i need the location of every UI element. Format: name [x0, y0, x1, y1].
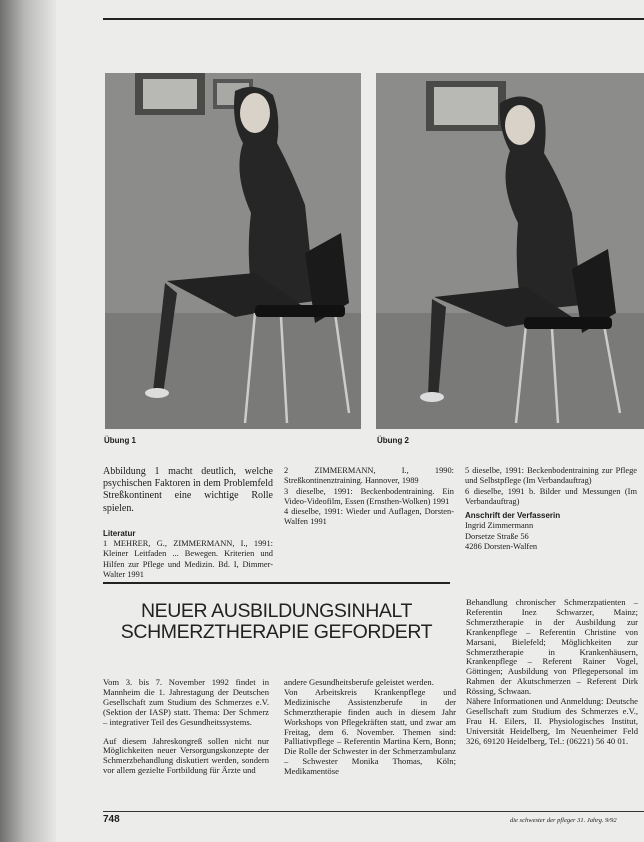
paragraph: Nähere Informationen und Anmeldung: Deutsche Gesellschaft zum Studium des Schmerzes e.V., Frau H. Eilers, II. Physiologisches Institut, Universität Heidelberg, Im Neuenheimer Feld 326, 69120 Heidelberg, Tel.: (06221) 56 40 01.: [466, 696, 638, 746]
top-rule: [103, 18, 644, 20]
paragraph: Behandlung chronischer Schmerzpatienten – Referentin Inez Schwarzer, Mainz; Schmerztherapie in der Ausbildung zur Krankenpflege – Referentin Christine von Marsani, Bielefeld; Möglichkeiten zur Schmerztherapie in Krankenhäusern, Krankenpflege – Referent Rainer Vogel, Göttingen; Ausbildung von Pflegepersonal im Rahmen der Akutschmerzen – Referent Dirk Rössing, Schwaan.: [466, 597, 638, 697]
article1-intro: Abbildung 1 macht deutlich, welche psychischen Faktoren in dem Problemfeld Streßkontinent eine wichtige Rolle spielen.: [103, 466, 273, 514]
paragraph: Vom 3. bis 7. November 1992 findet in Mannheim die 1. Jahrestagung der Deutschen Gesellschaft zum Studium des Schmerzes e.V. (Sektion der IASP) statt. Thema: Der Schmerz – integrativer Teil des Gesundheitssystems.: [103, 677, 269, 727]
exercise-photo-1: [105, 73, 361, 429]
headline-line-1: NEUER AUSBILDUNGSINHALT: [140, 600, 413, 622]
article1-column-3: [465, 466, 637, 552]
reference-item: 6 dieselbe, 1991 b. Bilder und Messungen (Im Verbandauftrag): [465, 486, 637, 506]
paragraph: Auf diesem Jahreskongreß sollen nicht nur Möglichkeiten neuer Versorgungskonzepte der Schmerzbehandlung diskutiert werden, sondern vor allem gezielte Fortbildung für Ärzte und: [103, 735, 269, 776]
reference-item: 1 MEHRER, G., ZIMMERMANN, I., 1991: Kleiner Leitfaden ... Bewegen. Kriterien und Hilfen zur Pflege und Medizin. Bd. I, Dimmer-Walter 1991: [103, 539, 273, 579]
author-street: Dorsetze Straße 56: [465, 531, 529, 541]
photo-2-caption: Übung 2: [377, 436, 409, 445]
page-number: 748: [103, 814, 120, 825]
reference-item: 2 ZIMMERMANN, I., 1990: Streßkontinenztraining. Hannover, 1989: [284, 466, 454, 486]
journal-reference: die schwester der pfleger 31. Jahrg. 9/92: [510, 817, 617, 824]
reference-item: 5 dieselbe, 1991: Beckenbodentraining zur Pflege und Selbstpflege (Im Verbandauftrag): [465, 466, 637, 486]
footer-rule: [103, 811, 644, 812]
article2-column-2: [284, 678, 456, 786]
article-divider: [103, 582, 450, 584]
reference-item: 3 dieselbe, 1991: Beckenbodentraining. Ein Video-Videofilm, Essen (Ernsthen-Wolken) 1991: [284, 486, 454, 506]
scan-edge-shadow: [0, 0, 56, 842]
article2-headline: [103, 601, 450, 643]
reference-item: 4 dieselbe, 1991: Wieder und Auflagen, Dorsten-Walfen 1991: [284, 507, 454, 527]
article2-column-1: [103, 678, 269, 785]
article1-column-2: [284, 466, 454, 528]
paragraph: andere Gesundheitsberufe geleistet werden.: [284, 677, 434, 687]
author-city: 4286 Dorsten-Walfen: [465, 542, 538, 552]
exercise-photo-2: [376, 73, 644, 429]
paragraph: Von Arbeitskreis Krankenpflege und Medizinische Assistenzberufe in der Schmerztherapie finden auch in diesem Jahr Workshops von Pflegekräften statt, und zwar am Freitag, dem 6. November. Themen sind: Palliativpflege – Referentin Martina Kern, Bonn; Die Rolle der Schwester in der Schmerzambulanz – Schwester Monika Thomas, Köln; Medikamentöse: [284, 686, 456, 777]
author-address-heading: Anschrift der Verfasserin: [465, 511, 561, 521]
article1-column-1: [103, 466, 273, 580]
headline-line-2: SCHMERZTHERAPIE GEFORDERT: [120, 621, 433, 643]
article2-column-3: [466, 598, 638, 756]
literature-heading: Literatur: [103, 528, 136, 538]
author-name: Ingrid Zimmermann: [465, 521, 534, 531]
photo-1-caption: Übung 1: [104, 436, 136, 445]
